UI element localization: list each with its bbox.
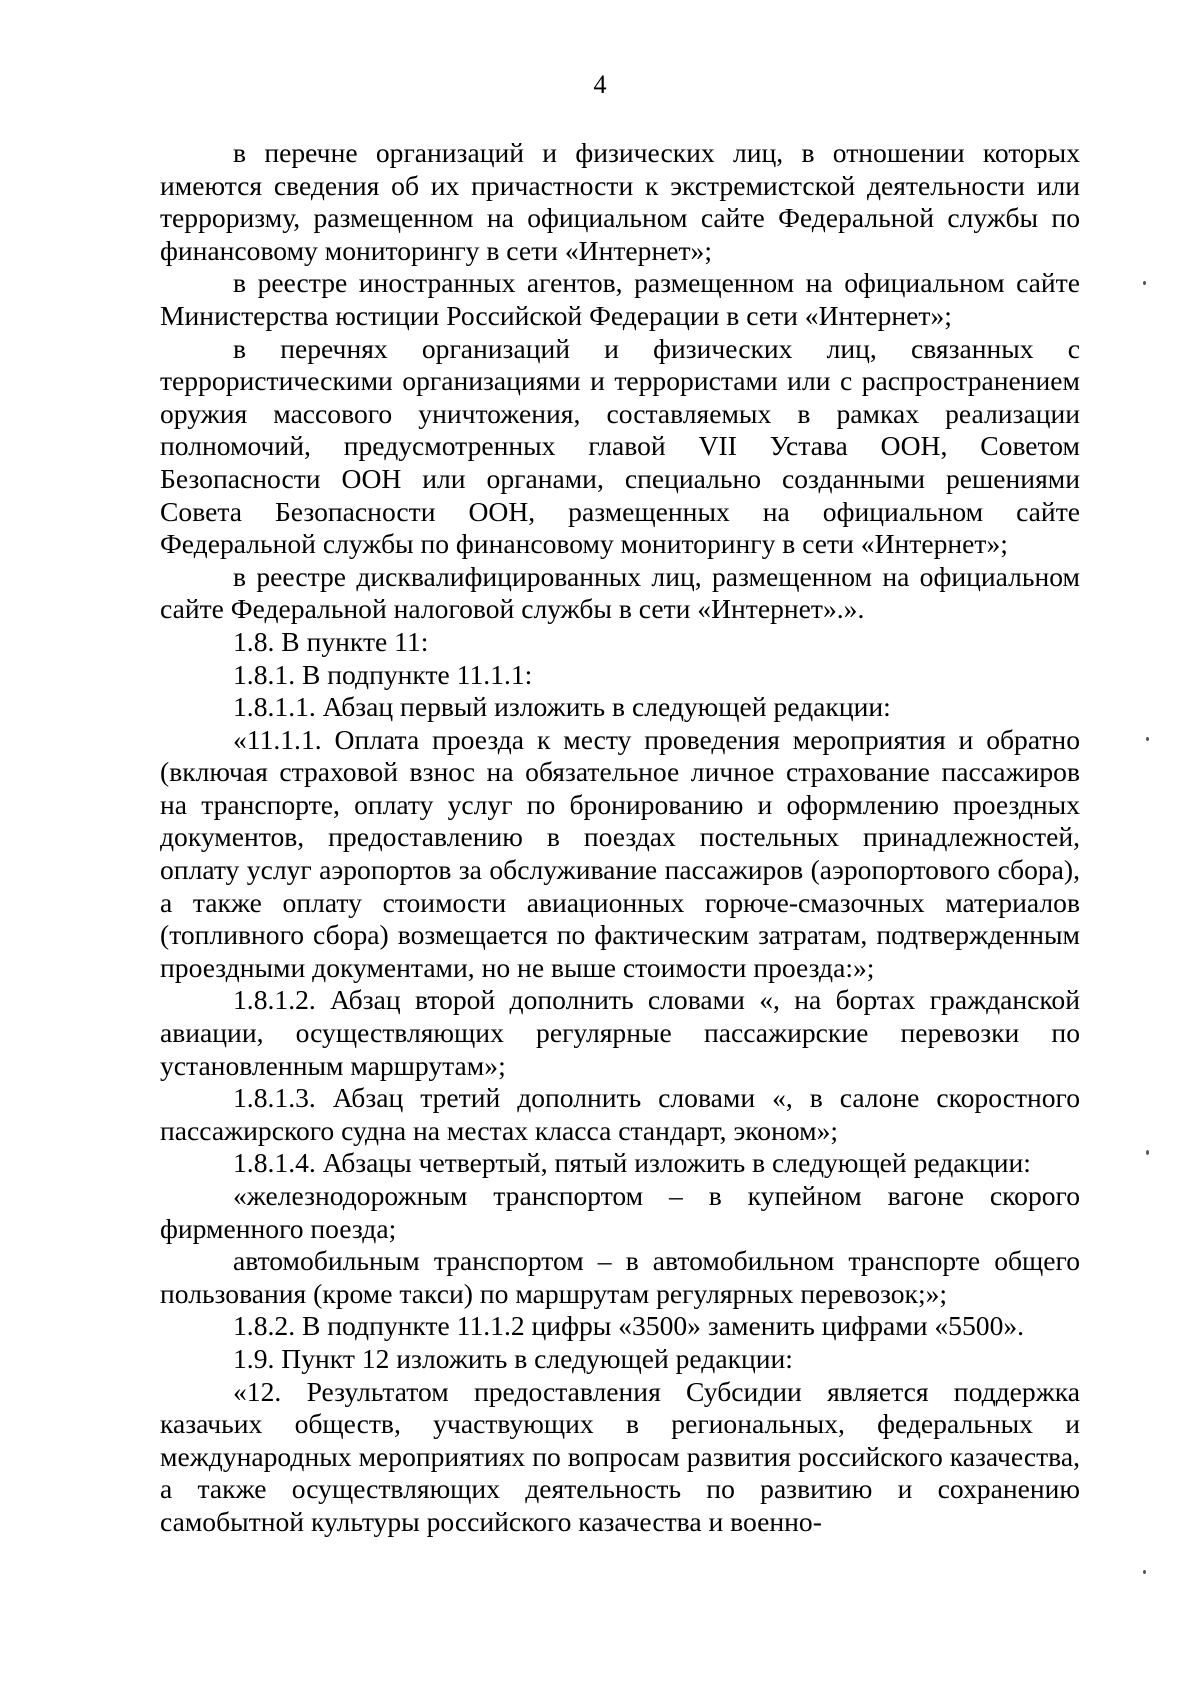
paragraph: 1.9. Пункт 12 изложить в следующей редакции: [233,1342,793,1374]
scan-speck [1146,1150,1149,1155]
paragraph: 1.8.1.4. Абзацы четвертый, пятый изложить в следующей редакции: [233,1147,1031,1179]
paragraph: в перечнях организаций и физических лиц, связанных с террористическими организациями и террористами или с распространением оружия массового уничтожения, составляемых в рамках реализации полномочий, предусмотренных главой VII Устава ООН, Советом Безопасности ООН или органами, специально созданными решениями Совета Безопасности ООН, размещенных на официальном сайте Федеральной службы по финансовому мониторингу в сети «Интернет»; [160,332,1080,560]
paragraph: «11.1.1. Оплата проезда к месту проведения мероприятия и обратно (включая страховой взнос на обязательное личное страхование пассажиров на транспорте, оплату услуг по бронированию и оформлению проездных документов, предоставлению в поездах постельных принадлежностей, оплату услуг аэропортов за обслуживание пассажиров (аэропортового сбора), а также оплату стоимости авиационных горюче-смазочных материалов (топливного сбора) возмещается по фактическим затратам, подтвержденным проездными документами, но не выше стоимости проезда:»; [160,723,1080,983]
paragraph: «12. Результатом предоставления Субсидии является поддержка казачьих обществ, участвующих в региональных, федеральных и международных мероприятиях по вопросам развития российского казачества, а также осуществляющих деятельность по развитию и сохранению самобытной культуры российского казачества и военно- [160,1375,1080,1537]
paragraph: в перечне организаций и физических лиц, в отношении которых имеются сведения об их причастности к экстремистской деятельности или терроризму, размещенном на официальном сайте Федеральной службы по финансовому мониторингу в сети «Интернет»; [160,137,1080,266]
document-body [160,137,1080,1539]
paragraph: автомобильным транспортом – в автомобильном транспорте общего пользования (кроме такси) по маршрутам регулярных перевозок;»; [160,1245,1080,1309]
page-number: 4 [593,70,607,99]
paragraph: 1.8.1.1. Абзац первый изложить в следующей редакции: [233,691,891,723]
paragraph: «железнодорожным транспортом – в купейном вагоне скорого фирменного поезда; [160,1180,1080,1244]
paragraph: 1.8.1.2. Абзац второй дополнить словами «, на бортах гражданской авиации, осуществляющих регулярные пассажирские перевозки по установленным маршрутам»; [160,984,1080,1081]
paragraph: 1.8.1.3. Абзац третий дополнить словами «, в салоне скоростного пассажирского судна на местах класса стандарт, эконом»; [160,1082,1080,1146]
paragraph: в реестре иностранных агентов, размещенном на официальном сайте Министерства юстиции Российской Федерации в сети «Интернет»; [160,267,1080,331]
paragraph: 1.8.1. В подпункте 11.1.1: [233,658,533,690]
scan-speck [1143,1570,1146,1574]
paragraph: 1.8. В пункте 11: [233,625,429,657]
paragraph: в реестре дисквалифицированных лиц, размещенном на официальном сайте Федеральной налоговой службы в сети «Интернет».». [160,560,1080,625]
paragraph: 1.8.2. В подпункте 11.1.2 цифры «3500» заменить цифрами «5500». [233,1310,1025,1342]
scan-speck [1143,281,1146,285]
scan-speck [1146,737,1149,741]
